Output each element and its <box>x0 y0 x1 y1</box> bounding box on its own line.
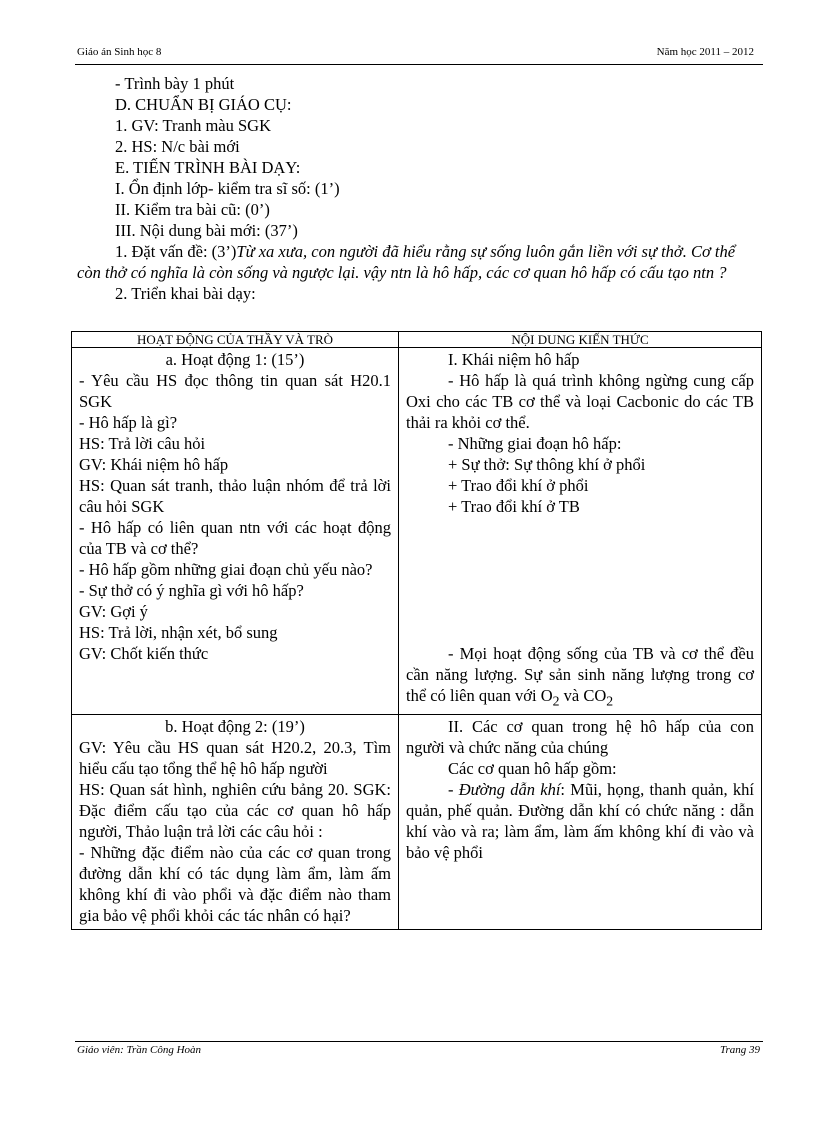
list-item: HS: Trả lời câu hỏi <box>79 434 206 453</box>
activity-1-title: a. Hoạt động 1: (15’) <box>165 350 305 369</box>
activity-2-title: b. Hoạt động 2: (19’) <box>165 717 305 737</box>
content-1-title: I. Khái niệm hô hấp <box>448 350 580 369</box>
list-item: - Sự thở có ý nghĩa gì với hô hấp? <box>79 581 304 600</box>
energy-note: - Mọi hoạt động sống của TB và cơ thể đều cần năng lượng. Sự sản sinh năng lượng trong cơ thể có liên quan với $O_2$ và $CO_2$ <box>406 644 754 709</box>
list-item: - Yêu cầu HS đọc thông tin quan sát H20.1 SGK <box>79 371 391 411</box>
content-2-cell <box>399 715 762 930</box>
deploy-heading: 2. Triển khai bài dạy: <box>115 284 256 303</box>
footer-teacher: Giáo viên: Trần Công Hoàn <box>77 1044 202 1056</box>
content-2-title: II. Các cơ quan trong hệ hô hấp của con người và chức năng của chúng <box>406 717 754 758</box>
problem-text: Từ xa xưa, con người đã hiểu rằng sự sống luôn gắn liền với sự thở. Cơ thể còn thở có nghĩa là còn sống và ngược lại. vậy ntn là hô hấp, các cơ quan hô hấp có cấu tạo ntn ? <box>77 242 736 282</box>
list-item: HS: Quan sát hình, nghiên cứu bảng 20. SGK: Đặc điểm cấu tạo của các cơ quan hô hấp người, Thảo luận trả lời các câu hỏi : <box>79 780 391 842</box>
header-rule <box>75 64 763 65</box>
section-e-heading: E. TIẾN TRÌNH BÀI DẠY: <box>115 158 301 177</box>
intro-line: III. Nội dung bài mới: (37’) <box>115 221 298 240</box>
intro-line: 1. GV: Tranh màu SGK <box>115 116 272 135</box>
list-item: GV: Yêu cầu HS quan sát H20.2, 20.3, Tìm hiểu cấu tạo tổng thể hệ hô hấp người <box>79 738 391 779</box>
column-header-activities: HOẠT ĐỘNG CỦA THẦY VÀ TRÒ <box>72 332 399 348</box>
problem-label: 1. Đặt vấn đề: (3’) <box>115 242 237 261</box>
content-1-cell <box>399 348 762 715</box>
lesson-intro <box>77 73 757 304</box>
list-item: HS: Trả lời, nhận xét, bổ sung <box>79 623 278 642</box>
airway-description: - Đường dẫn khí: Mũi, họng, thanh quản, khí quản, phế quản. Đường dẫn khí có chức năng : dẫn khí vào và ra; làm ẩm, làm ấm không khí đi vào và bảo vệ phổi <box>406 780 755 863</box>
organs-subheading: Các cơ quan hô hấp gồm: <box>448 759 617 779</box>
column-header-content: NỘI DUNG KIẾN THỨC <box>399 332 762 348</box>
intro-line: - Trình bày 1 phút <box>115 74 235 93</box>
activity-1-cell <box>72 348 399 715</box>
list-item: GV: Gợi ý <box>79 602 148 621</box>
problem-statement <box>77 241 757 283</box>
respiration-definition: - Hô hấp là quá trình không ngừng cung cấp Oxi cho các TB cơ thể và loại Cacbonic do các TB thải ra khỏi cơ thể. <box>406 371 754 432</box>
list-item: - Hô hấp gồm những giai đoạn chủ yếu nào? <box>79 560 373 579</box>
list-item: GV: Khái niệm hô hấp <box>79 455 229 474</box>
stage-item: + Sự thở: Sự thông khí ở phổi <box>448 455 646 474</box>
stage-item: + Trao đổi khí ở TB <box>448 497 580 516</box>
list-item: HS: Quan sát tranh, thảo luận nhóm để trả lời câu hỏi SGK <box>79 476 391 516</box>
list-item: - Những đặc điểm nào của các cơ quan trong đường dẫn khí có tác dụng làm ẩm, làm ấm không khí đi vào phổi và đặc điểm nào tham gia bảo vệ phổi khỏi các tác nhân có hại? <box>79 843 391 926</box>
list-item: - Hô hấp là gì? <box>79 413 178 432</box>
lesson-table <box>71 331 762 930</box>
stage-item: + Trao đổi khí ở phổi <box>448 476 589 495</box>
list-item: GV: Chốt kiến thức <box>79 644 209 663</box>
intro-line: II. Kiểm tra bài cũ: (0’) <box>115 200 270 219</box>
table-row <box>72 715 762 930</box>
header-school-year: Năm học 2011 – 2012 <box>656 46 754 58</box>
footer-page-number: Trang 39 <box>719 1044 760 1056</box>
list-item: - Hô hấp có liên quan ntn với các hoạt động của TB và cơ thể? <box>79 518 391 558</box>
table-row <box>72 348 762 715</box>
intro-line: 2. HS: N/c bài mới <box>115 137 240 156</box>
table-header-row <box>72 332 762 348</box>
intro-line: I. Ổn định lớp- kiểm tra sĩ số: (1’) <box>115 179 340 198</box>
section-d-heading: D. CHUẨN BỊ GIÁO CỤ: <box>115 95 292 114</box>
activity-2-cell <box>72 715 399 930</box>
header-subject: Giáo án Sinh học 8 <box>77 46 162 58</box>
stages-label: - Những giai đoạn hô hấp: <box>448 434 622 453</box>
footer-rule <box>75 1041 763 1042</box>
